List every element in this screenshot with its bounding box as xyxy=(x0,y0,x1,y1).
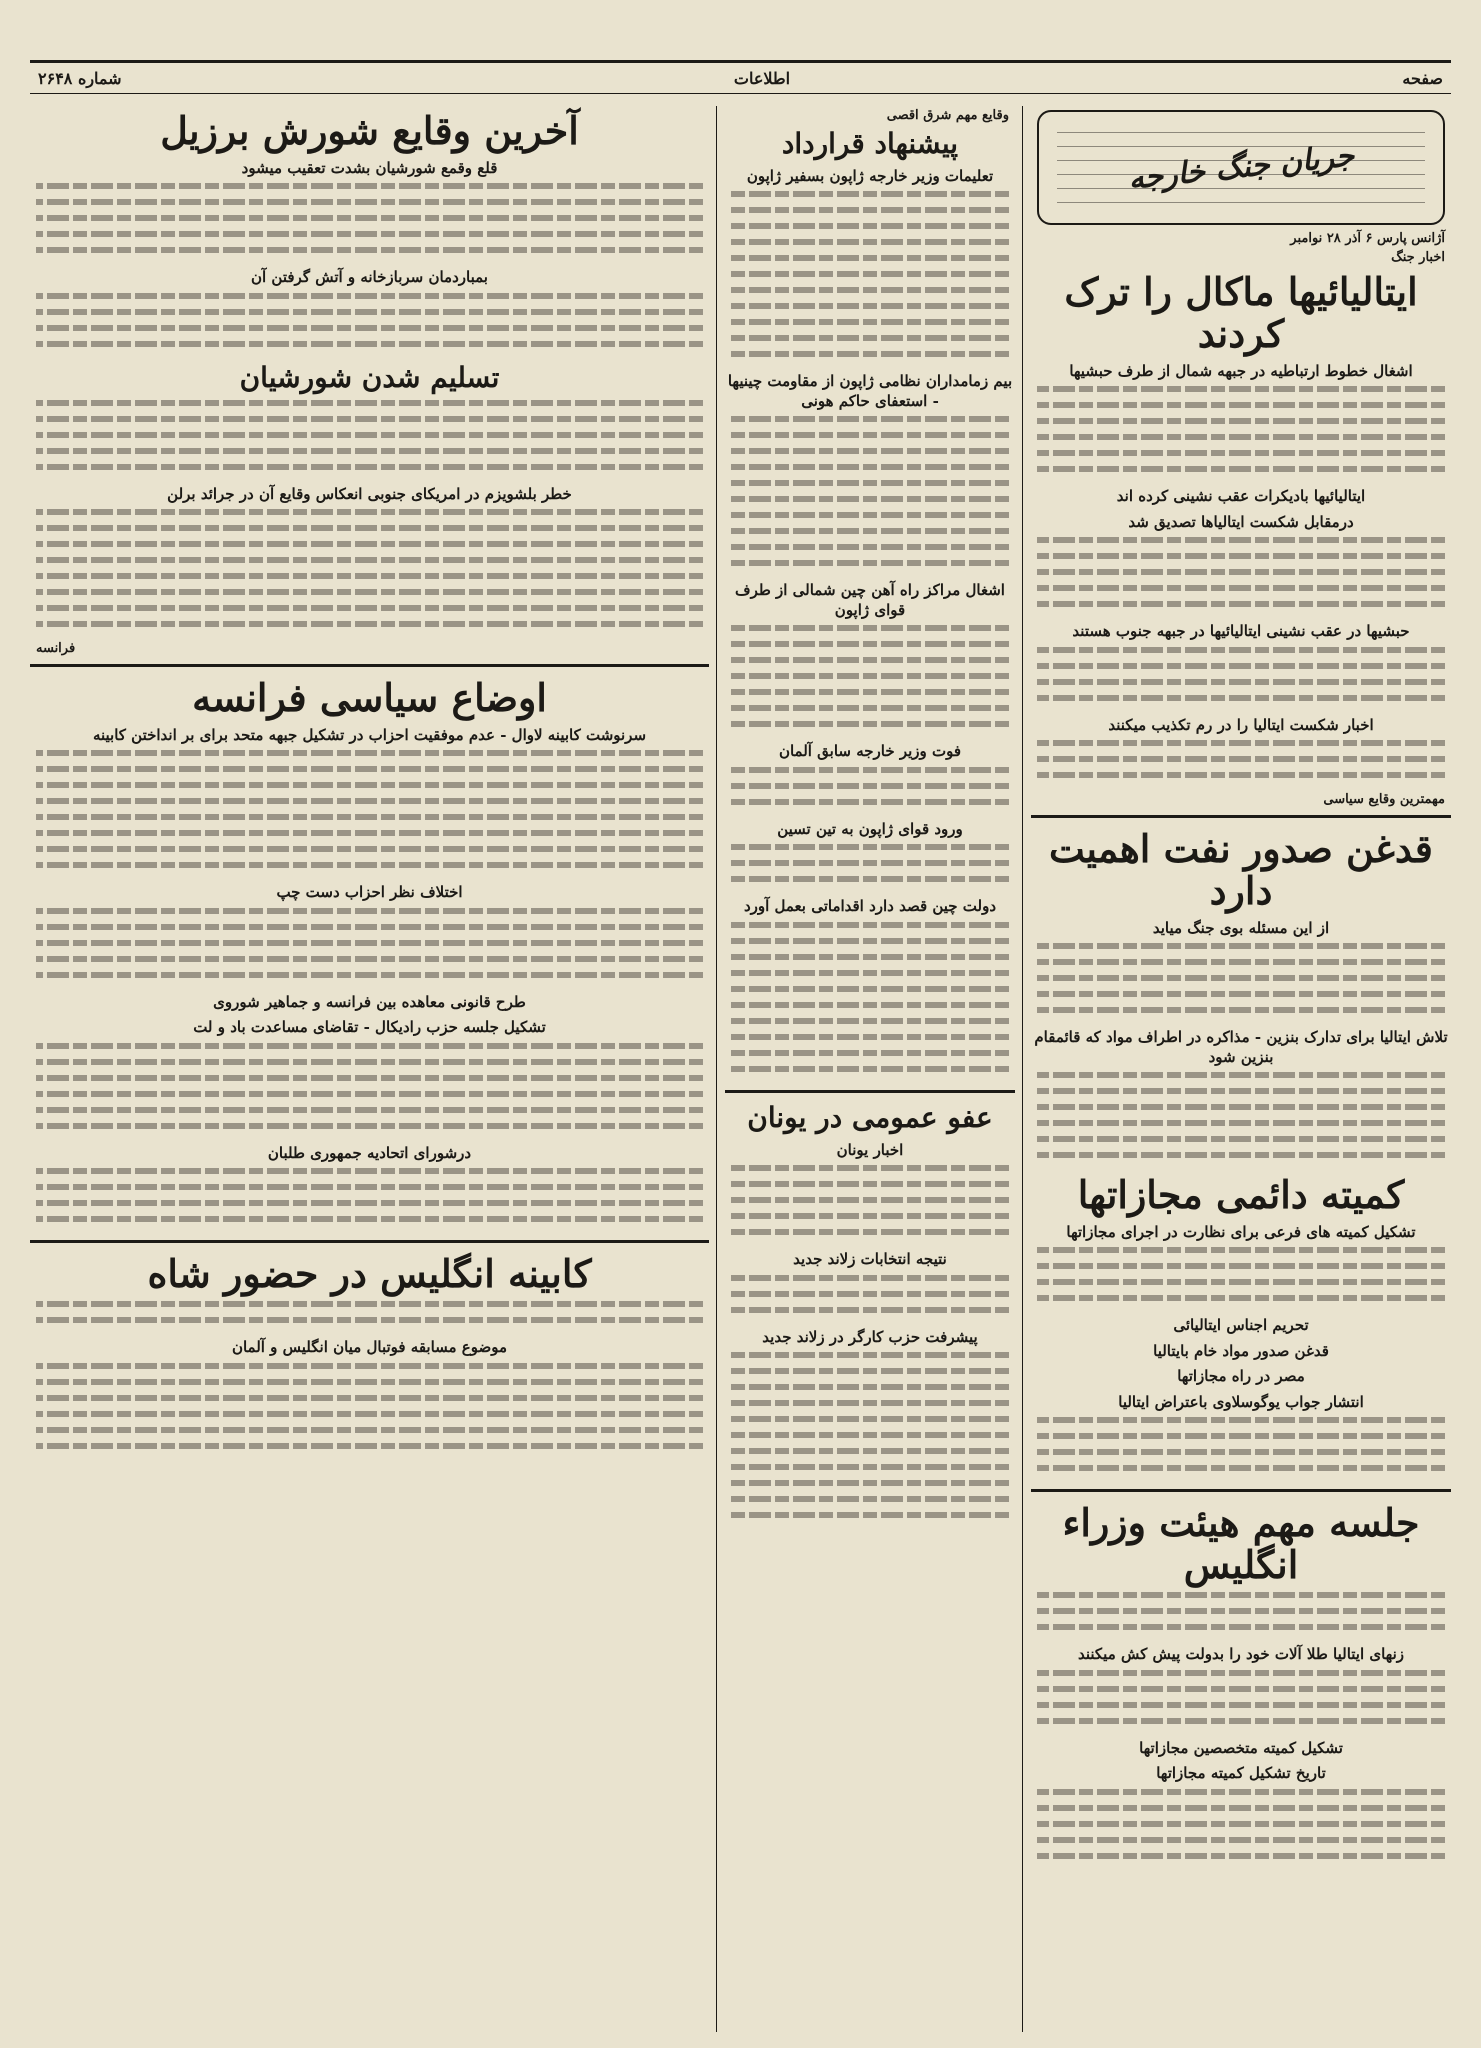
subheadline-petrol: تلاش ایتالیا برای تدارک بنزین - مذاکره در اطراف مواد که قائمقام بنزین شود xyxy=(1034,1028,1448,1066)
article-body xyxy=(725,842,1015,894)
subheadline-yugoslavia: انتشار جواب یوگوسلاوی باعتراض ایتالیا xyxy=(1118,1392,1364,1411)
article-body xyxy=(1031,1668,1451,1736)
article-body xyxy=(725,414,1015,578)
headline-sanctions-committee: کمیته دائمی مجازاتها xyxy=(1077,1172,1405,1218)
divider xyxy=(725,1090,1015,1093)
article-body xyxy=(725,765,1015,817)
article-body xyxy=(725,189,1015,369)
masthead-title: اطلاعات xyxy=(733,68,791,88)
column-rule xyxy=(716,106,717,2032)
article-body xyxy=(30,1299,709,1335)
article-body xyxy=(1031,1415,1451,1483)
subheadline-left-parties: اختلاف نظر احزاب دست چپ xyxy=(276,883,463,902)
article-body xyxy=(725,1163,1015,1247)
subheadline-retreat: ایتالیائیها بادیکرات عقب نشینی کرده اند xyxy=(1116,487,1366,506)
right-column xyxy=(1031,106,1451,2032)
war-news-box xyxy=(1037,110,1445,225)
divider xyxy=(30,1240,709,1243)
article-body xyxy=(1031,1245,1451,1313)
subheadline-franco-soviet: طرح قانونی معاهده بین فرانسه و جماهیر شوروی xyxy=(213,992,526,1011)
article-body xyxy=(30,748,709,880)
article-body xyxy=(30,1166,709,1234)
section-tag-france: فرانسه xyxy=(36,641,76,657)
subheadline-barracks: بمباردمان سربازخانه و آتش گرفتن آن xyxy=(251,268,488,287)
subheadline-football: موضوع مسابقه فوتبال میان انگلیس و آلمان xyxy=(231,1338,508,1357)
left-column xyxy=(30,106,709,2032)
article-body xyxy=(30,507,709,639)
dateline: آژانس پارس ۶ آذر ۲۸ نوامبر xyxy=(1290,231,1445,246)
subheadline-raw-materials: قدغن صدور مواد خام بایتالیا xyxy=(1153,1341,1329,1360)
divider xyxy=(1031,815,1451,818)
subheadline-railway: اشغال مراکز راه آهن چین شمالی از طرف قوای ژاپون xyxy=(735,581,1005,619)
article-body xyxy=(30,291,709,359)
subheadline-brazil: قلع وقمع شورشیان بشدت تعقیب میشود xyxy=(241,158,498,177)
article-body xyxy=(30,181,709,265)
subheadline-japan-fear: بیم زمامداران نظامی ژاپون از مقاومت چینیها - استعفای حاکم هونی xyxy=(727,372,1013,410)
subheadline-date: تاریخ تشکیل کمیته مجازاتها xyxy=(1156,1764,1326,1783)
subheadline-rome-denial: اخبار شکست ایتالیا را در رم تکذیب میکنند xyxy=(1108,715,1374,734)
subheadline-confirm: درمقابل شکست ایتالیاها تصدیق شد xyxy=(1128,512,1354,531)
article-body xyxy=(1031,384,1451,484)
headline-surrender: تسلیم شدن شورشیان xyxy=(239,360,500,394)
subheadline-nz-election: نتیجه انتخابات زلاند جدید xyxy=(793,1250,947,1269)
subheadline-egypt: مصر در راه مجازاتها xyxy=(1177,1367,1305,1386)
headline-british-cabinet: جلسه مهم هیئت وزراء انگلیس xyxy=(1062,1500,1420,1588)
article-body xyxy=(725,920,1015,1084)
headline-brazil: آخرین وقایع شورش برزیل xyxy=(160,108,579,153)
subheadline-boycott: تحریم اجناس ایتالیائی xyxy=(1173,1316,1309,1335)
subheadline-sanctions: تشکیل کمیته های فرعی برای نظارت در اجرای مجازاتها xyxy=(1066,1222,1416,1241)
subheadline-nz-labour: پیشرفت حزب کارگر در زلاند جدید xyxy=(762,1327,978,1346)
divider xyxy=(30,664,709,667)
article-body xyxy=(725,1273,1015,1325)
middle-column xyxy=(725,106,1015,2032)
subheadline-china-action: دولت چین قصد دارد اقداماتی بعمل آورد xyxy=(743,897,997,916)
subheadline-south-front: حبشیها در عقب نشینی ایتالیائیها در جبهه جنوب هستند xyxy=(1072,622,1410,641)
article-body xyxy=(725,1350,1015,1530)
article-body xyxy=(30,1361,709,1461)
divider xyxy=(1031,1489,1451,1492)
war-news-box-title: جریان جنگ خارجه xyxy=(1126,138,1356,197)
article-body xyxy=(1031,535,1451,619)
article-body xyxy=(30,906,709,990)
article-body xyxy=(1031,645,1451,713)
column-rule xyxy=(1022,106,1023,2032)
headline-british-cabinet-king: کابینه انگلیس در حضور شاه xyxy=(147,1251,592,1297)
subheadline-makale: اشغال خطوط ارتباطیه در جبهه شمال از طرف حبشیها xyxy=(1069,361,1413,380)
subheadline-experts: تشکیل کمیته متخصصین مجازاتها xyxy=(1139,1738,1343,1757)
subheadline-tientsin: ورود قوای ژاپون به تین تسین xyxy=(777,819,963,838)
article-body xyxy=(1031,941,1451,1025)
article-body xyxy=(1031,1787,1451,1871)
subheadline-oil: از این مسئله بوی جنگ میاید xyxy=(1152,918,1330,937)
subheadline-gold: زنهای ایتالیا طلا آلات خود را بدولت پیش کش میکنند xyxy=(1077,1645,1405,1664)
article-body xyxy=(30,398,709,482)
subheadline-republican-union: درشورای اتحادیه جمهوری طلبان xyxy=(267,1143,472,1162)
headline-makale: ایتالیائیها ماکال را ترک کردند xyxy=(1064,269,1418,356)
subheadline-laval: سرنوشت کابینه لاوال - عدم موفقیت احزاب در تشکیل جبهه متحد برای بر انداختن کابینه xyxy=(92,725,647,744)
masthead-issue-number: شماره ۲۶۴۸ xyxy=(38,68,122,88)
masthead-page-label: صفحه xyxy=(1402,68,1443,88)
article-body xyxy=(1031,738,1451,790)
subheadline-greece: اخبار یونان xyxy=(836,1140,904,1159)
headline-france: اوضاع سیاسی فرانسه xyxy=(192,675,547,721)
article-body xyxy=(725,623,1015,739)
article-body xyxy=(30,1041,709,1141)
newspaper-page xyxy=(30,42,1451,2032)
subheadline-german-minister: فوت وزیر خارجه سابق آلمان xyxy=(778,742,962,761)
section-kicker-far-east: وقایع مهم شرق اقصی xyxy=(886,108,1009,123)
headline-oil: قدغن صدور نفت اهمیت دارد xyxy=(1049,826,1433,913)
article-body xyxy=(1031,1070,1451,1170)
subheadline-bolshevism: خطر بلشویزم در امریکای جنوبی انعکاس وقایع آن در جرائد برلن xyxy=(167,484,572,503)
headline-treaty: پیشنهاد قرارداد xyxy=(781,127,959,160)
subheadline-treaty: تعلیمات وزیر خارجه ژاپون بسفیر ژاپون xyxy=(746,166,994,185)
section-kicker: اخبار جنگ xyxy=(1391,250,1445,265)
headline-greek-amnesty: عفو عمومی در یونان xyxy=(747,1100,993,1134)
masthead xyxy=(30,60,1451,94)
section-kicker-politics: مهمترین وقایع سیاسی xyxy=(1323,792,1445,808)
subheadline-radical-party: تشکیل جلسه حزب رادیکال - تقاضای مساعدت باد و لت xyxy=(193,1018,546,1037)
article-body xyxy=(1031,1590,1451,1642)
